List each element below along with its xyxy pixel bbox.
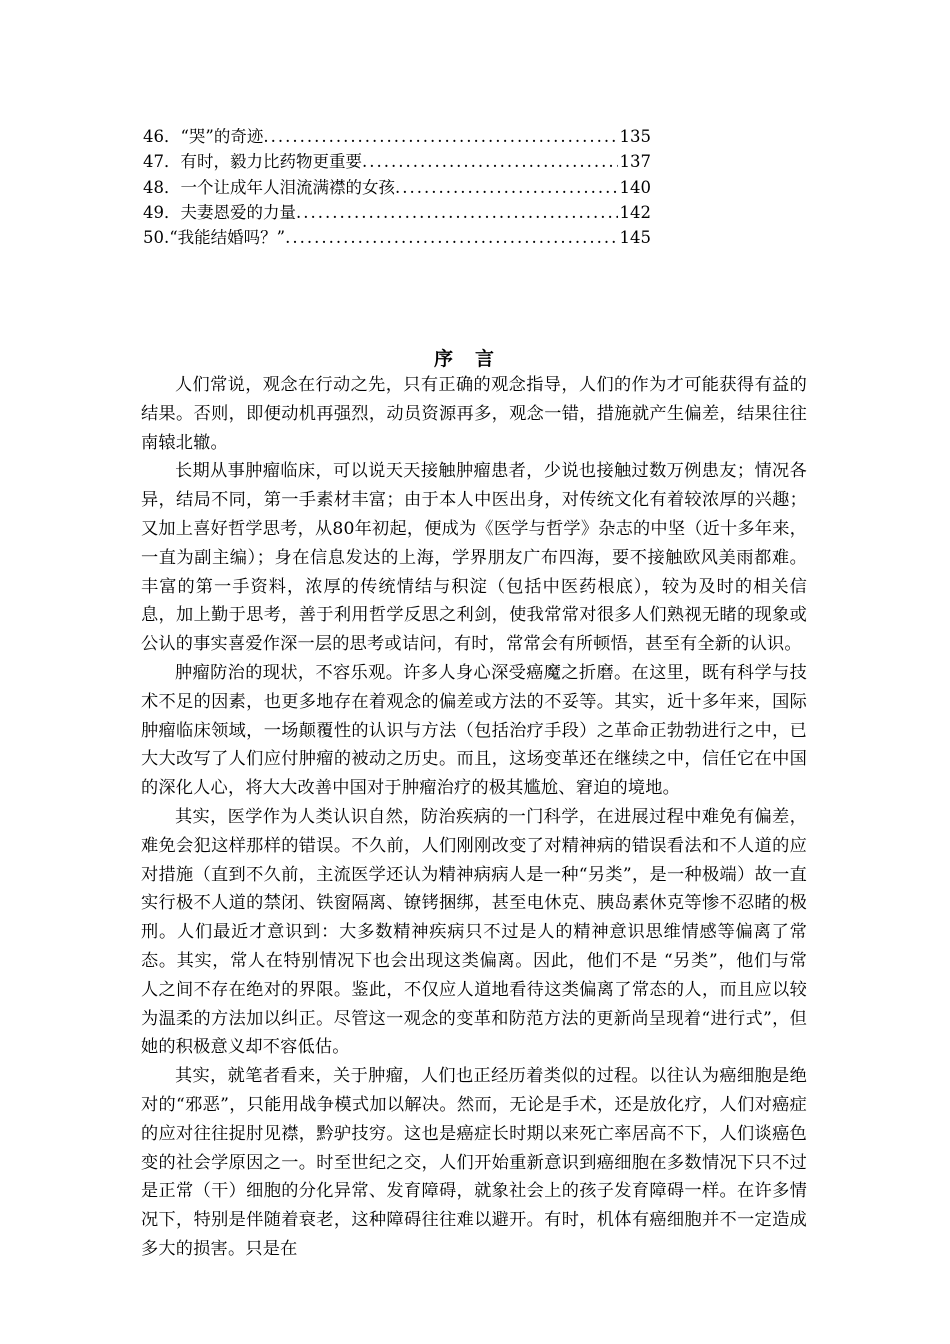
preface-paragraph: 其实，就笔者看来，关于肿瘤，人们也正经历着类似的过程。以往认为癌细胞是绝对的“邪恶”，只能用战争模式加以解决。然而，无论是手术，还是放化疗，人们对癌症的应对往往捉肘见襟，黔驴技穷。这也是癌症长时期以来死亡率居高不下，人们谈癌色变的社会学原因之一。时至世纪之交，人们开始重新意识到癌细胞在多数情况下只不过是正常（干）细胞的分化异常、发育障碍，就象社会上的孩子发育障碍一样。在许多情况下，特别是伴随着衰老，这种障碍往往难以避开。有时，机体有癌细胞并不一定造成多大的损害。只是在 [141, 1066, 807, 1259]
toc-entry [143, 200, 651, 225]
toc-entry-page: 135 [619, 127, 651, 146]
preface-paragraph: 人们常说，观念在行动之先，只有正确的观念指导，人们的作为才可能获得有益的结果。否则，即便动机再强烈，动员资源再多，观念一错，措施就产生偏差，结果往往南辕北辙。 [141, 375, 807, 453]
preface-body [141, 371, 807, 1264]
toc-entry-title: 47．有时，毅力比药物更重要 [143, 152, 362, 172]
toc-entry-page: 145 [619, 228, 651, 248]
toc-leader-dots [362, 149, 618, 174]
toc-leader-dots [395, 175, 618, 200]
preface-paragraph: 其实，医学作为人类认识自然，防治疾病的一门科学，在进展过程中难免有偏差，难免会犯这样那样的错误。不久前，人们刚刚改变了对精神病的错误看法和不人道的应对措施（直到不久前，主流医学还认为精神病病人是一种“另类”，是一种极端）故一直实行极不人道的禁闭、铁窗隔离、镣铐捆绑，甚至电休克、胰岛素休克等惨不忍睹的极刑。人们最近才意识到：大多数精神疾病只不过是人的精神意识思维情感等偏离了常态。其实，常人在特别情况下也会出现这类偏离。因此，他们不是 “另类”，他们与常人之间不存在绝对的界限。鉴此，不仅应人道地看待这类偏离了常态的人，而且应以较为温柔的方法加以纠正。尽管这一观念的变革和防范方法的更新尚呈现着“进行式”，但她的积极意义却不容低估。 [141, 806, 807, 1058]
toc-entry [143, 124, 651, 149]
toc-entry-page: 140 [619, 177, 651, 197]
toc-leader-dots [296, 200, 618, 225]
preface-paragraph: 肿瘤防治的现状，不容乐观。许多人身心深受癌魔之折磨。在这里，既有科学与技术不足的因素，也更多地存在着观念的偏差或方法的不妥等。其实，近十多年来，国际肿瘤临床领域，一场颠覆性的认识与方法（包括治疗手段）之革命正勃勃进行之中，已大大改写了人们应付肿瘤的被动之历史。而且，这场变革还在继续之中，信任它在中国的深化人心，将大大改善中国对于肿瘤治疗的极其尴尬、窘迫的境地。 [141, 662, 807, 799]
toc-entry [143, 225, 651, 250]
toc-entry-title: 50.“我能结婚吗？” [143, 228, 286, 248]
toc-entry-title: 49．夫妻恩爱的力量 [143, 202, 296, 222]
toc-entry-page: 142 [619, 202, 651, 222]
table-of-contents [143, 124, 651, 250]
toc-leader-dots [263, 124, 617, 149]
toc-entry-page: 137 [619, 152, 651, 172]
toc-entry-title: 46．“哭”的奇迹 [143, 127, 264, 146]
toc-entry [143, 149, 651, 174]
preface-title: 序言 [433, 348, 516, 370]
toc-entry-title: 48．一个让成年人泪流满襟的女孩 [143, 177, 395, 197]
toc-leader-dots [285, 225, 617, 250]
preface-paragraph: 长期从事肿瘤临床，可以说天天接触肿瘤患者，少说也接触过数万例患友；情况各异，结局不同，第一手素材丰富；由于本人中医出身，对传统文化有着较浓厚的兴趣；又加上喜好哲学思考，从80年初起，便成为《医学与哲学》杂志的中坚（近十多年来，一直为副主编）；身在信息发达的上海，学界朋友广布四海，要不接触欧风美雨都难。丰富的第一手资料，浓厚的传统情结与积淀（包括中医药根底），较为及时的相关信息，加上勤于思考，善于利用哲学反思之利剑，使我常常对很多人们熟视无睹的现象或公认的事实喜爱作深一层的思考或诘问，有时，常常会有所顿悟，甚至有全新的认识。 [141, 461, 807, 655]
toc-entry [143, 175, 651, 200]
